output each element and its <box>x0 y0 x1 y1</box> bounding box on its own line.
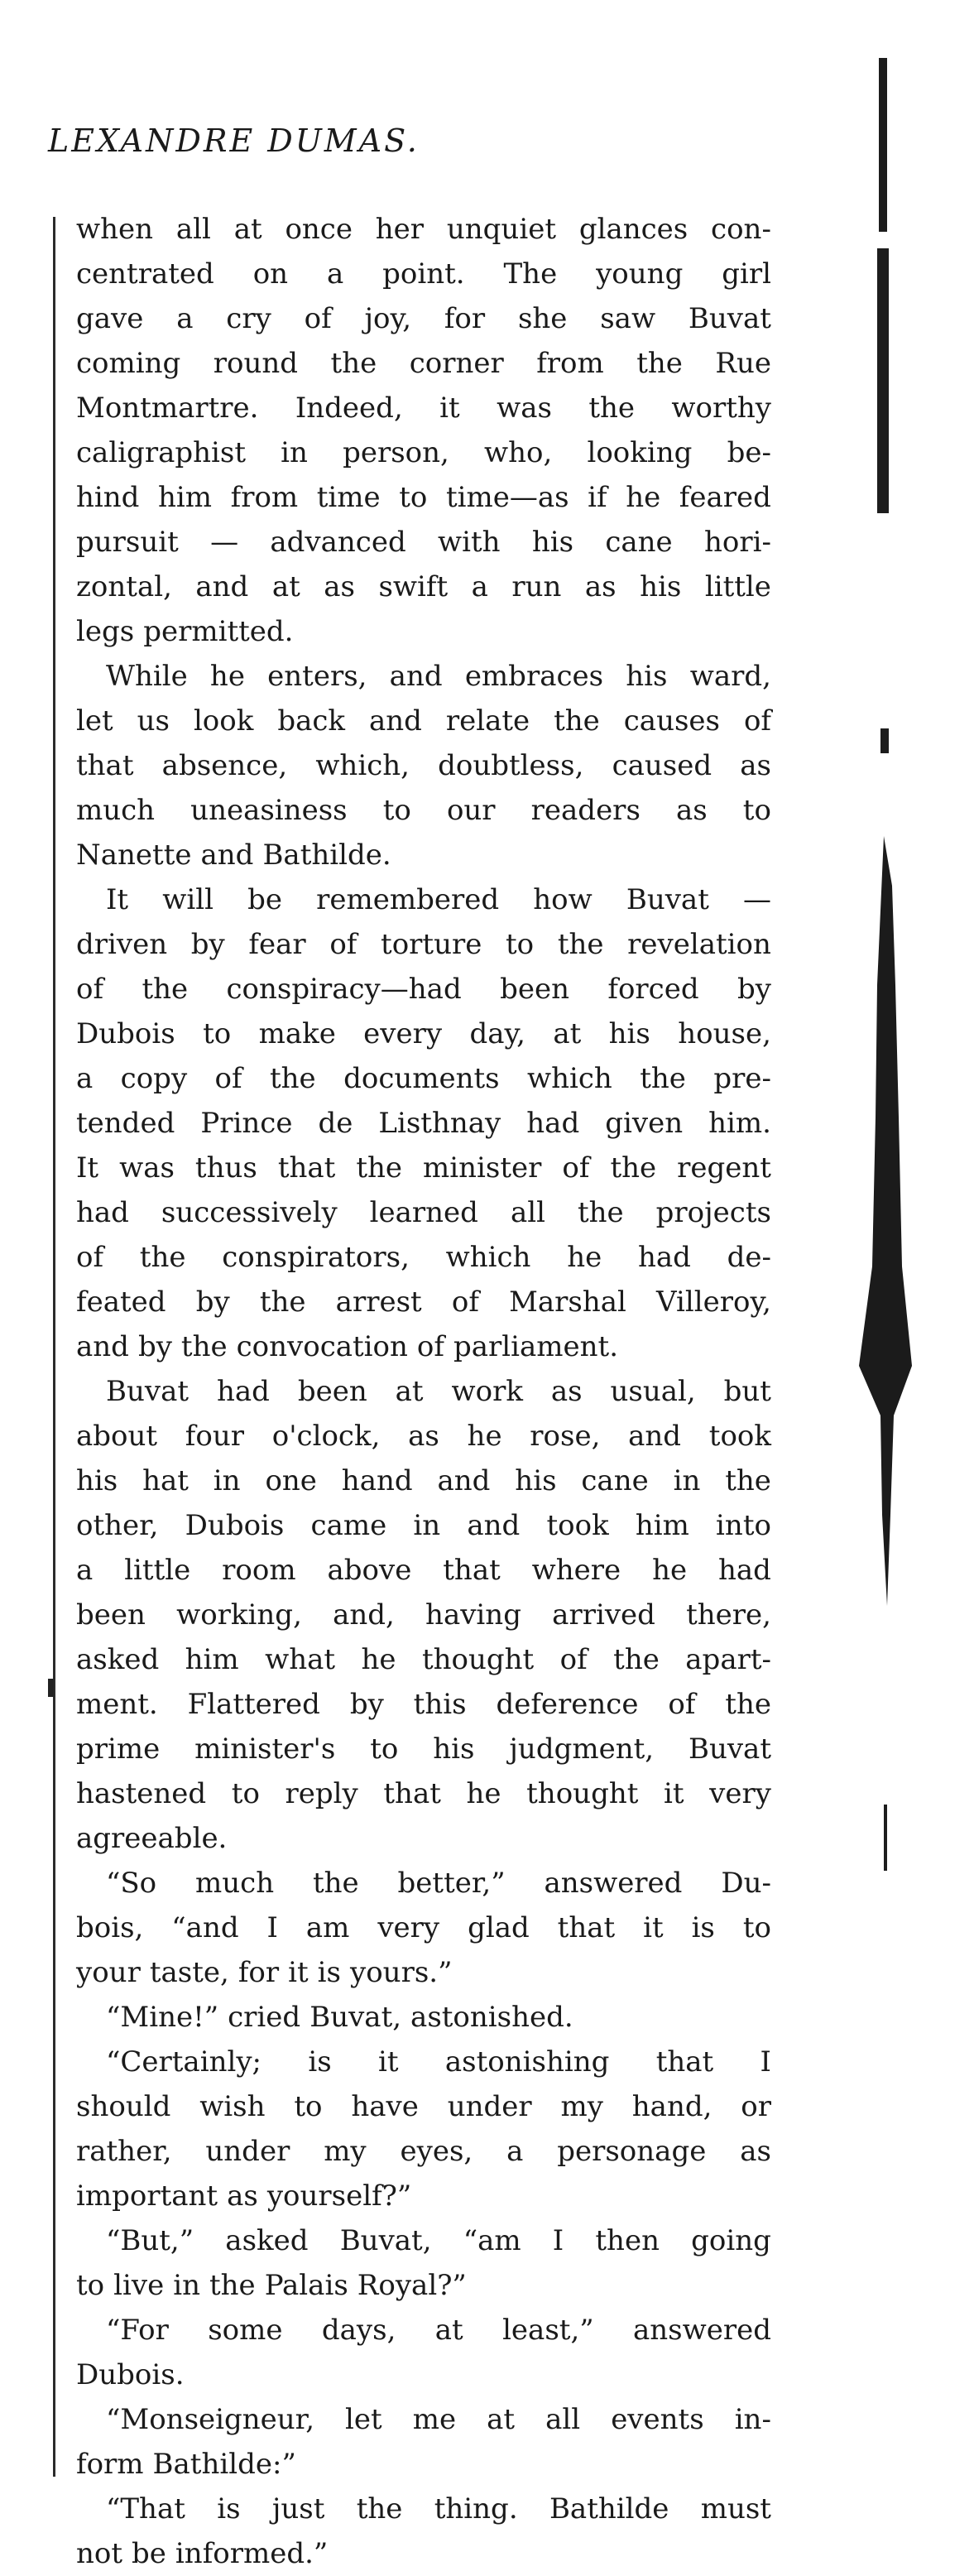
text-line: It was thus that the minister of the regent <box>76 1151 771 1185</box>
text-line: Buvat had been at work as usual, but <box>106 1375 771 1408</box>
text-line: Nanette and Bathilde. <box>76 839 391 872</box>
text-line: “For some days, at least,” answered <box>106 2314 771 2347</box>
ink-mark-middle <box>880 728 889 753</box>
text-line: coming round the corner from the Rue <box>76 347 771 380</box>
paragraph <box>76 207 771 654</box>
ink-blot-shape <box>859 836 912 1606</box>
text-line: agreeable. <box>76 1822 228 1855</box>
text-line: hastened to reply that he thought it very <box>76 1777 771 1810</box>
paragraph <box>76 2040 771 2218</box>
text-line: had successively learned all the projects <box>76 1196 771 1229</box>
text-line: Dubois. <box>76 2358 185 2391</box>
text-line: your taste, for it is yours.” <box>76 1956 453 1989</box>
text-line: “That is just the thing. Bathilde must <box>106 2492 771 2526</box>
paragraph <box>76 2218 771 2308</box>
text-line: “But,” asked Buvat, “am I then going <box>106 2224 771 2257</box>
text-line: of the conspiracy—had been forced by <box>76 973 771 1006</box>
text-line: of the conspirators, which he had de- <box>76 1241 771 1274</box>
text-line: pursuit — advanced with his cane hori- <box>76 526 771 559</box>
ink-mark-lower <box>884 1805 887 1871</box>
text-line: not be informed.” <box>76 2537 329 2570</box>
paragraph <box>76 2397 771 2487</box>
text-line: should wish to have under my hand, or <box>76 2090 771 2123</box>
text-line: a copy of the documents which the pre- <box>76 1062 771 1095</box>
text-line: form Bathilde:” <box>76 2448 296 2481</box>
text-line: bois, “and I am very glad that it is to <box>76 1911 771 1944</box>
text-line: about four o'clock, as he rose, and took <box>76 1420 771 1453</box>
text-line: Montmartre. Indeed, it was the worthy <box>76 392 771 425</box>
paragraph <box>76 2487 771 2576</box>
text-line: legs permitted. <box>76 615 294 648</box>
paragraph <box>76 1995 771 2040</box>
text-line: feated by the arrest of Marshal Villeroy, <box>76 1286 771 1319</box>
text-line: It will be remembered how Buvat — <box>106 883 771 916</box>
text-line: that absence, which, doubtless, caused as <box>76 749 771 782</box>
text-line: “Certainly; is it astonishing that I <box>106 2045 771 2079</box>
ink-mark-upper <box>877 248 889 513</box>
text-column <box>76 207 771 2576</box>
text-line: other, Dubois came in and took him into <box>76 1509 771 1542</box>
text-line: hind him from time to time—as if he feared <box>76 481 771 514</box>
text-line: and by the convocation of parliament. <box>76 1330 619 1363</box>
paragraph <box>76 654 771 877</box>
text-line: zontal, and at as swift a run as his little <box>76 570 771 603</box>
text-line: prime minister's to his judgment, Buvat <box>76 1733 771 1766</box>
column-rule <box>53 217 55 2477</box>
paragraph <box>76 1861 771 1995</box>
text-line: ment. Flattered by this deference of the <box>76 1688 771 1721</box>
text-line: tended Prince de Listhnay had given him. <box>76 1107 771 1140</box>
paragraph <box>76 2308 771 2397</box>
text-line: centrated on a point. The young girl <box>76 257 771 291</box>
running-head: LEXANDRE DUMAS. <box>48 123 420 159</box>
text-line: caligraphist in person, who, looking be- <box>76 436 771 469</box>
paragraph <box>76 1369 771 1861</box>
text-line: asked him what he thought of the apart- <box>76 1643 771 1676</box>
text-line: his hat in one hand and his cane in the <box>76 1464 771 1497</box>
text-line: “Mine!” cried Buvat, astonished. <box>106 2001 573 2034</box>
text-line: when all at once her unquiet glances con- <box>76 213 771 246</box>
text-line: gave a cry of joy, for she saw Buvat <box>76 302 771 335</box>
text-line: to live in the Palais Royal?” <box>76 2269 467 2302</box>
text-line: “Monseigneur, let me at all events in- <box>106 2403 771 2436</box>
text-line: rather, under my eyes, a personage as <box>76 2135 771 2168</box>
ink-blot-large <box>844 836 927 1606</box>
ink-mark-top <box>879 58 887 232</box>
margin-mark <box>48 1679 54 1697</box>
text-line: important as yourself?” <box>76 2180 412 2213</box>
text-line: been working, and, having arrived there, <box>76 1598 771 1632</box>
text-line: Dubois to make every day, at his house, <box>76 1017 771 1050</box>
gutter-ink-marks <box>844 0 974 2508</box>
text-line: driven by fear of torture to the revelation <box>76 928 771 961</box>
text-line: much uneasiness to our readers as to <box>76 794 771 827</box>
text-line: “So much the better,” answered Du- <box>106 1867 771 1900</box>
text-line: let us look back and relate the causes of <box>76 704 771 738</box>
text-line: a little room above that where he had <box>76 1554 771 1587</box>
paragraph <box>76 877 771 1369</box>
text-line: While he enters, and embraces his ward, <box>106 660 771 693</box>
